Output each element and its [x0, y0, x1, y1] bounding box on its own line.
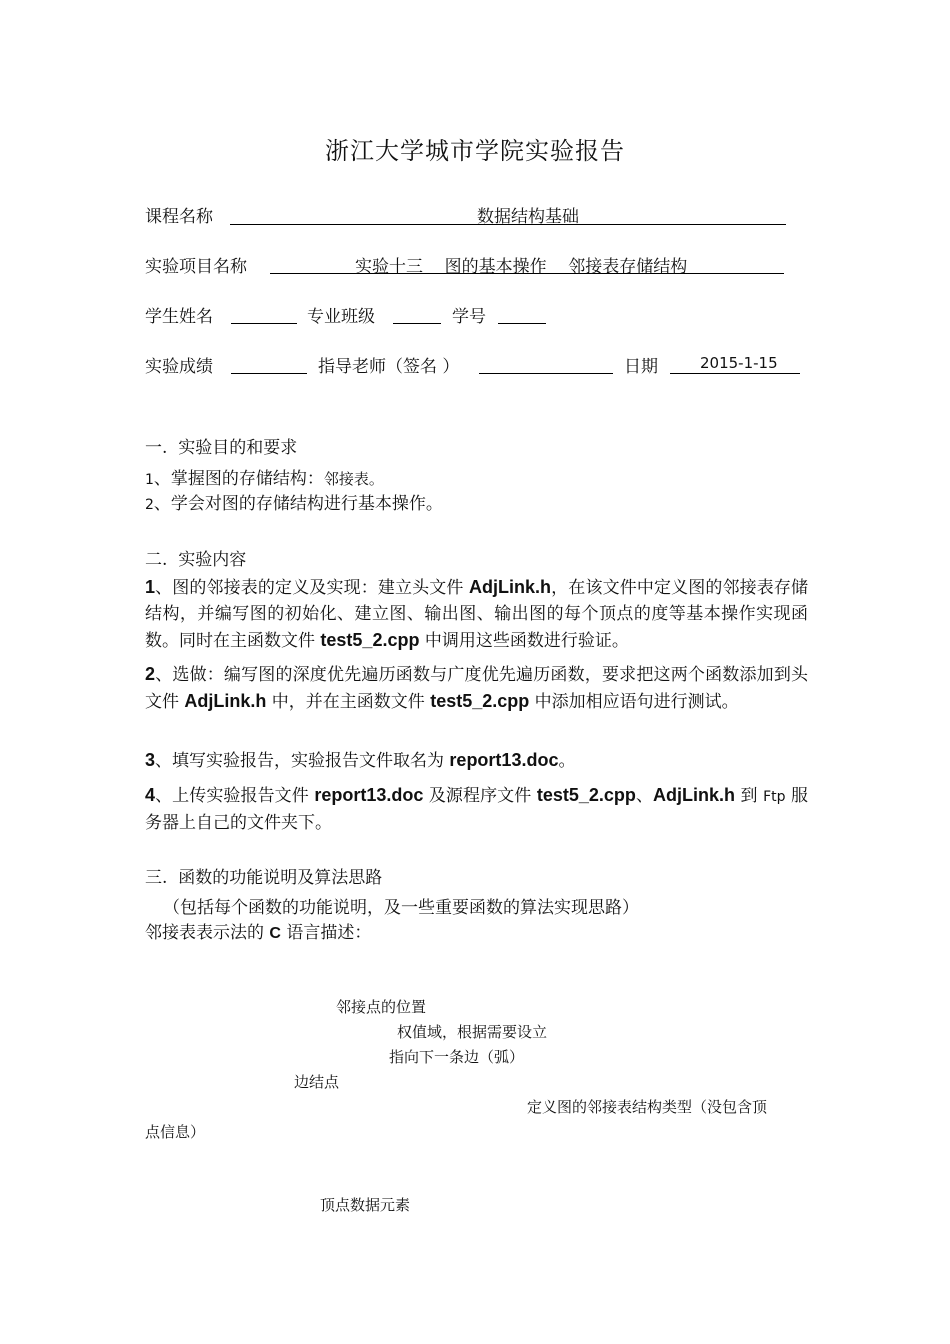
section3-note: （包括每个函数的功能说明，及一些重要函数的算法实现思路）: [163, 898, 639, 918]
content-item-2-text-c: 中添加相应语句进行测试。: [529, 692, 739, 712]
content-item-4-number: 4: [145, 785, 156, 805]
course-value[interactable]: 数据结构基础: [477, 207, 579, 227]
filename-test5-2-cpp: test5_2.cpp: [536, 785, 636, 805]
content-item-4-text-c: 、: [635, 786, 654, 806]
class-label: 专业班级: [307, 307, 375, 327]
annotation-edge-node: 边结点: [294, 1073, 340, 1091]
date-underline: [670, 373, 800, 374]
section1-heading: 一. 实验目的和要求: [145, 438, 298, 458]
adjacency-desc-text-b: 语言描述：: [280, 923, 372, 943]
objective-1-text: 、掌握图的存储结构：: [153, 469, 324, 489]
project-label: 实验项目名称: [145, 257, 247, 277]
student-id-field[interactable]: [498, 323, 546, 324]
content-item-1: [145, 574, 808, 654]
content-item-2-number: 2: [145, 664, 156, 684]
content-item-4-text-e: 服务器上自己的文件夹下。: [145, 786, 809, 833]
section2-heading: 二. 实验内容: [145, 550, 247, 570]
content-item-3-text-b: 。: [558, 751, 576, 771]
student-name-field[interactable]: [231, 323, 297, 324]
content-item-4-text-b: 及源程序文件: [423, 786, 537, 806]
annotation-graph-type: 定义图的邻接表结构类型（没包含顶: [527, 1098, 768, 1116]
annotation-adjvex: 邻接点的位置: [336, 998, 427, 1016]
adjacency-desc-text-a: 邻接表表示法的: [145, 923, 270, 943]
filename-adjlink-h: AdjLink.h: [184, 691, 267, 711]
teacher-signature-field[interactable]: [479, 373, 613, 374]
class-field[interactable]: [393, 323, 441, 324]
grade-field[interactable]: [231, 373, 307, 374]
section3-heading: 三. 函数的功能说明及算法思路: [145, 868, 383, 888]
content-item-4-text-a: 、上传实验报告文件: [155, 786, 315, 806]
filename-adjlink-h: AdjLink.h: [469, 577, 552, 597]
content-item-1-text-a: 、图的邻接表的定义及实现：建立头文件: [155, 578, 470, 598]
report-title: 浙江大学城市学院实验报告: [325, 137, 625, 165]
content-item-3: [145, 747, 808, 774]
filename-report13-doc: report13.doc: [314, 785, 424, 805]
content-item-2-text-b: 中，并在主函数文件: [266, 692, 431, 712]
course-label: 课程名称: [145, 207, 213, 227]
adjacency-list-description: [145, 918, 371, 943]
annotation-weight: 权值域，根据需要设立: [397, 1023, 548, 1041]
student-name-label: 学生姓名: [145, 307, 213, 327]
content-item-2: [145, 661, 808, 715]
content-item-2-text-a: 、选做：编写图的深度优先遍历函数与广度优先遍历函数，要求把这两个函数添加到头文件: [145, 665, 808, 712]
annotation-next-edge: 指向下一条边（弧）: [389, 1048, 525, 1066]
objective-1: [145, 464, 384, 489]
objective-2-text: 、学会对图的存储结构进行基本操作。: [153, 494, 443, 514]
filename-report13-doc: report13.doc: [449, 750, 559, 770]
filename-adjlink-h: AdjLink.h: [653, 785, 736, 805]
grade-label: 实验成绩: [145, 357, 213, 377]
objective-1-number: 1: [145, 472, 154, 488]
content-item-1-text-b: ，在该文件中定义图的邻接表存储结构，并编写图的初始化、建立图、输出图、输出图的每个顶点的度等基本操作实现函数。同时在主函数文件: [145, 578, 809, 651]
objective-1-tail: 邻接表。: [323, 470, 384, 488]
ftp-label: Ftp: [763, 789, 786, 805]
c-language-label: C: [269, 925, 281, 942]
content-item-1-text-c: 中调用这些函数进行验证。: [419, 631, 629, 651]
objective-2-number: 2: [145, 497, 154, 513]
annotation-graph-type-cont: 点信息）: [145, 1123, 206, 1141]
filename-test5-2-cpp: test5_2.cpp: [430, 691, 530, 711]
objective-2: [145, 489, 443, 514]
content-item-1-number: 1: [145, 577, 156, 597]
student-id-label: 学号: [452, 307, 486, 327]
date-label: 日期: [624, 357, 658, 377]
content-item-4: [145, 782, 808, 836]
teacher-label: 指导老师（签名 ）: [318, 357, 460, 377]
annotation-vertex-data: 顶点数据元素: [320, 1196, 411, 1214]
content-item-3-number: 3: [145, 750, 156, 770]
filename-test5-2-cpp: test5_2.cpp: [320, 630, 420, 650]
date-value[interactable]: 2015-1-15: [700, 354, 778, 372]
content-item-3-text-a: 、填写实验报告，实验报告文件取名为: [155, 751, 450, 771]
content-item-4-text-d: 到: [735, 786, 764, 806]
project-value[interactable]: 实验十三 图的基本操作 邻接表存储结构: [355, 257, 688, 277]
